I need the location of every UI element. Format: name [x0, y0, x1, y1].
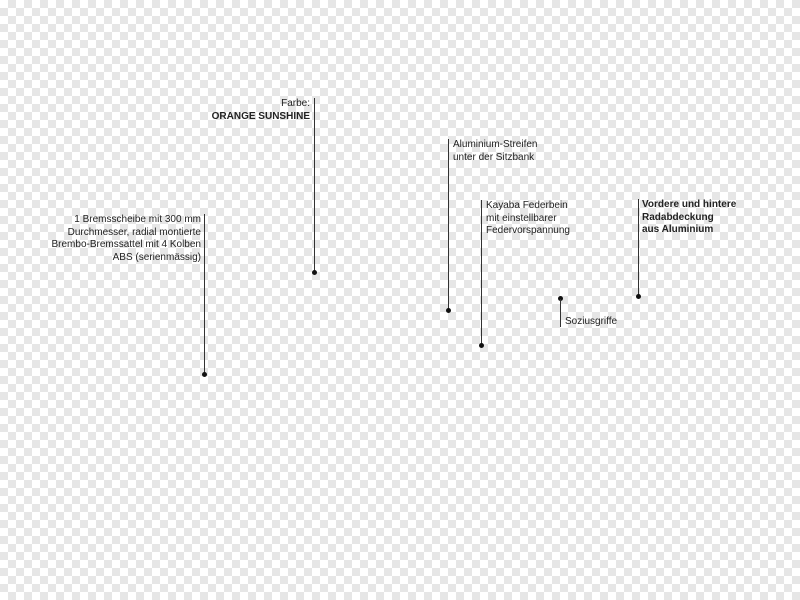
- brakes-line-3: Brembo-Bremssattel mit 4 Kolben: [51, 239, 201, 250]
- shock-leader-line: [481, 200, 482, 347]
- aluminium-strips-callout: [453, 139, 537, 164]
- color-label: Farbe:: [281, 98, 310, 109]
- brakes-line-2: Durchmesser, radial montierte: [67, 226, 201, 238]
- fenders-leader-line: [638, 199, 639, 297]
- grab-handles-callout: [565, 316, 617, 329]
- shock-callout: [486, 200, 570, 238]
- grab-handles-leader-line: [560, 299, 561, 327]
- shock-leader-dot: [479, 343, 484, 348]
- brakes-leader-dot: [202, 372, 207, 377]
- aluminium-strips-line-1: Aluminium-Streifen: [453, 139, 538, 150]
- aluminium-strips-leader-dot: [446, 308, 451, 313]
- color-leader-dot: [312, 270, 317, 275]
- shock-line-1: Kayaba Federbein: [486, 200, 568, 211]
- shock-line-3: Federvorspannung: [486, 225, 570, 236]
- brakes-leader-line: [204, 214, 205, 375]
- brakes-line-1: 1 Bremsscheibe mit 300 mm: [74, 214, 201, 225]
- grab-handles-label: Soziusgriffe: [565, 316, 618, 327]
- fenders-callout: [642, 199, 736, 237]
- color-value: ORANGE SUNSHINE: [211, 110, 310, 122]
- brakes-line-4: ABS (serienmässig): [112, 251, 201, 263]
- brakes-callout: [51, 214, 201, 264]
- fenders-line-3: aus Aluminium: [642, 224, 714, 235]
- color-callout: [212, 98, 310, 123]
- aluminium-strips-line-2: unter der Sitzbank: [453, 151, 535, 163]
- color-leader-line: [314, 98, 315, 273]
- fenders-line-2: Radabdeckung: [642, 211, 714, 223]
- aluminium-strips-leader-line: [448, 139, 449, 311]
- fenders-leader-dot: [636, 294, 641, 299]
- fenders-line-1: Vordere und hintere: [642, 199, 737, 210]
- shock-line-2: mit einstellbarer: [486, 212, 557, 224]
